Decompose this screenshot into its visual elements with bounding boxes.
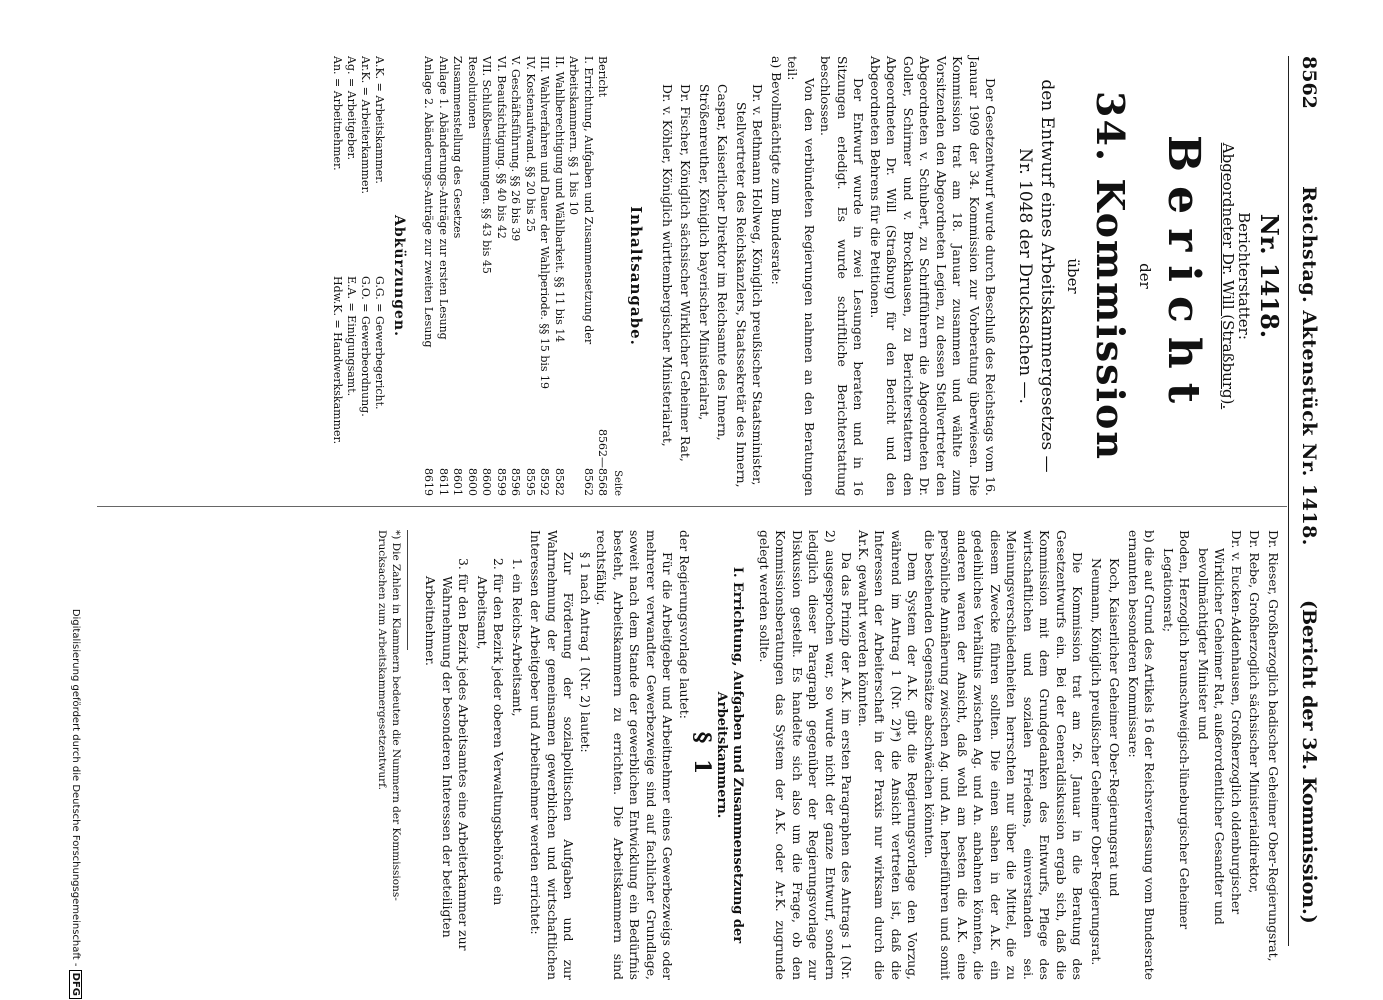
paragraph-7: Da das Prinzip der A.K. im ersten Paragraphen des Antrags 1 (Nr. 2) ausgesprochen war, so wurde nicht der ganze Entwurf, sondern lediglich dieser Paragraph gegenüber der Regierungsvorlage zur Diskussion gestellt. Es handelte sich also um die Frage, ob den Kommissionsberatungen das System der A.K. oder Ar.K. zugrunde gelegt werden sollte. [757, 530, 855, 980]
toc-label: II. Wahlberechtigung und Wählbarkeit. §§ 11 bis 14 [553, 56, 566, 343]
antrag-list [422, 558, 525, 980]
paragraph-3: Von den verbündeten Regierungen nahmen an den Beratungen teil: [785, 56, 817, 496]
list-item: Caspar, Kaiserlicher Direktor im Reichsamte des Innern, [715, 84, 731, 441]
list-item: Dr. Fischer, Königlich sächsischer Wirklicher Geheimer Rat, [678, 84, 694, 462]
page-header [1289, 0, 1325, 1000]
toc-page: 8619 [422, 468, 436, 496]
toc-label: I. Errichtung, Aufgaben und Zusammensetzung der Arbeitskammern. §§ 1 bis 10 [567, 56, 595, 345]
toc-row [450, 56, 465, 496]
toc-label: Bericht [596, 56, 610, 98]
bericht-title: Bericht [1158, 134, 1210, 418]
toc-page: 8600 [466, 468, 479, 496]
bevollmaechtigte-list [659, 84, 766, 496]
toc-page: 8562 [582, 468, 595, 496]
list-item: Dr. v. Bethmann Hollweg, Königlich preußischer Staatsminister, Stellvertreter des Reichskanzlers, Staatssekretär des Innern, [734, 84, 766, 488]
table-of-contents [421, 56, 624, 496]
kommission-title: 34. Kommission [1088, 91, 1133, 461]
toc-label: Zusammenstellung des Gesetzes [451, 56, 465, 239]
header-rule [1288, 56, 1289, 946]
paragraph-11: Zur Förderung der sozialpolitischen Aufgaben und zur Wahrnehmung der gemeinsamen gewerblichen und wirtschaftlichen Interessen der Arbeitgeber und Arbeitnehmer werden errichtet: [528, 530, 577, 980]
abbreviation-item: G.O. = Gewerbeordnung. [359, 276, 373, 417]
kommissare-list [1088, 558, 1123, 980]
toc-page: 8562—8568 [596, 429, 610, 496]
toc-row [523, 56, 538, 496]
column-divider [97, 506, 1287, 507]
toc-page: 8582 [553, 468, 566, 496]
list-item: 2. für den Bezirk jeder oberen Verwaltungsbehörde ein Arbeitsamt, [475, 558, 507, 906]
subject-line-1: den Entwurf eines Arbeitskammergesetzes — [1037, 79, 1058, 473]
footnote: *) Die Zahlen in Klammern bedeuten die Nummern der Kommissions-Drucksachen zum Arbeitskammergesetzentwurf. [376, 530, 402, 901]
abbreviations-col-2 [331, 276, 387, 496]
toc-row [421, 56, 436, 496]
list-item: 3. für den Bezirk jedes Arbeitsamtes eine Arbeiterkammer zur Wahrnehmung der besonderen Interessen der beteiligten Arbeitnehmer. [423, 558, 472, 951]
paragraph-10: § 1 nach Antrag 1 (Nr. 2) lautet: [578, 552, 593, 753]
toc-page: 8596 [509, 468, 523, 496]
list-item: Boden, Herzoglich braunschweigisch-lüneburgischer Geheimer Legationsrat; [1161, 530, 1193, 930]
dfg-logo: DFG [69, 970, 82, 999]
section-title: I. Errichtung, Aufgaben und Zusammensetzung der Arbeitskammern. [714, 566, 746, 944]
left-column [331, 56, 1284, 496]
paragraph-4: a) Bevollmächtigte zum Bundesrate: [769, 56, 784, 285]
subject-line-2: Nr. 1048 der Drucksachen —. [1015, 148, 1036, 404]
toc-label: VII. Schlußbestimmungen. §§ 43 bis 45 [480, 56, 494, 274]
toc-label: V. Geschäftsführung. §§ 26 bis 39 [509, 56, 523, 242]
berichterstatter-label: Berichterstatter: [1235, 212, 1254, 340]
toc-label: Anlage 1. Abänderungs-Anträge zur ersten Lesung [437, 56, 450, 340]
abbreviation-item: Ar.K. = Arbeiterkammer. [359, 56, 373, 195]
paragraph-6: Dem System der A.K. gibt die Regierungsvorlage den Vorzug, während im Antrag 1 (Nr. 2)*) die Ansicht vertreten ist, daß die Interessen der Arbeiterschaft in der Praxis nur wirksam durch die Ar.K. gewahrt werden könnten. [856, 530, 921, 980]
abbreviation-item: E.A. = Einigungsamt. [345, 276, 359, 397]
toc-seite-label: Seite [612, 470, 623, 496]
paragraph-2: Der Entwurf wurde in zwei Lesungen beraten und in 16 Sitzungen erledigt. Es wurde schriftliche Berichterstattung beschlossen. [818, 56, 867, 496]
ueber-label: über [1064, 258, 1082, 294]
list-item: Strößenreuther, Königlich bayerischer Ministerialrat, [697, 84, 712, 421]
paragraph-sign: § 1 [689, 731, 716, 779]
list-item: Dr. Rebe, Großherzoglich sächsischer Ministerialdirektor, [1247, 530, 1263, 894]
bevollmaechtigte-list-continued [1160, 530, 1282, 980]
toc-title: Inhaltsangabe. [627, 206, 646, 346]
toc-row [552, 56, 567, 496]
sidebar-text: Digitalisierung gefördert durch die Deutsche Forschungsgemeinschaft - [70, 608, 81, 967]
page-number: 8562 [1298, 56, 1320, 109]
list-item: Dr. v. Eucken-Addenhausen, Großherzoglich oldenburgischer Wirklicher Geheimer Rat, außerordentlicher Gesandter und bevollmächtigter Minister und [1196, 530, 1244, 925]
abbreviations-title: Abkürzungen. [391, 215, 407, 337]
sidebar-credit [67, 0, 84, 999]
toc-page: 8595 [524, 468, 537, 496]
right-column [375, 530, 1283, 980]
toc-label: IV. Kostenaufwand. §§ 20 bis 25 [524, 56, 537, 233]
toc-label: Resolutionen [466, 56, 479, 129]
toc-page: 8600 [480, 468, 494, 496]
der-label: der [1136, 263, 1155, 289]
list-item: Neumann, Königlich preußischer Geheimer Ober-Regierungsrat. [1089, 558, 1104, 966]
abbreviations-col-1 [331, 56, 387, 276]
toc-page: 8601 [451, 468, 465, 496]
toc-label: Anlage 2. Abänderungs-Anträge zur zweiten Lesung [422, 56, 436, 348]
toc-row [537, 56, 552, 496]
toc-row [508, 56, 523, 496]
abgeordneter-name: Abgeordneter Dr. Will (Straßburg). [1219, 142, 1237, 410]
toc-row [479, 56, 494, 496]
toc-page: 8592 [538, 468, 552, 496]
header-right: (Bericht der 34. Kommission.) [1298, 600, 1320, 924]
list-item: Koch, Kaiserlicher Geheimer Ober-Regierungsrat und [1107, 558, 1123, 897]
list-item: 1. ein Reichs-Arbeitsamt, [510, 558, 525, 717]
abbreviation-item: Ag. = Arbeitgeber. [345, 56, 359, 161]
abbreviations [331, 56, 387, 496]
paragraph-9: Für die Arbeitgeber und Arbeitnehmer eines Gewerbezweigs oder mehrerer verwandter Gewerbezweige sind auf fachlicher Grundlage, soweit nach dem Stande der gewerblichen Entwicklung ein Bedürfnis besteht, Arbeitskammern zu errichten. Die Arbeitskammern sind rechtsfähig. [594, 530, 676, 980]
abbreviation-item: G.G. = Gewerbegericht. [373, 276, 387, 410]
toc-label: III. Wahlverfahren und Dauer der Wahlperiode. §§ 15 bis 19 [538, 56, 552, 390]
toc-row [494, 56, 509, 496]
paragraph-b: b) die auf Grund des Artikels 16 der Reichsverfassung vom Bundesrate ernannten besonderen Kommissare: [1126, 530, 1158, 980]
footnote-rule [403, 530, 408, 650]
header-title: Reichstag. Aktenstück Nr. 1418. [1298, 186, 1320, 546]
toc-label: VI. Beaufsichtigung. §§ 40 bis 42 [495, 56, 508, 239]
paragraph-1: Der Gesetzentwurf wurde durch Beschluß des Reichstags vom 16. Januar 1909 der 34. Kommission zur Vorberatung überwiesen. Die Kommission trat am 18. Januar zusammen und wählte zum Vorsitzenden den Abgeordneten Legien, zu dessen Stellvertreter den Abgeordneten v. Schubert, zu Schriftführern die Abgeordneten Dr. Goller, Schirmer und v. Brockhausen, zu Berichterstattern den Abgeordneten Dr. Will (Straßburg) für den Bericht und den Abgeordneten Behrens für die Petitionen. [868, 56, 999, 496]
document-number: Nr. 1418. [1255, 213, 1284, 339]
abbreviation-item: Hdw.K. = Handwerkskammer. [331, 276, 345, 445]
toc-row [566, 56, 595, 496]
list-item: Dr. Rieser, Großherzoglich badischer Geheimer Ober-Regierungsrat, [1266, 530, 1281, 962]
abbreviation-item: A.K. = Arbeitskammer. [373, 56, 387, 184]
list-item: Dr. v. Köhler, Königlich württembergischer Ministerialrat, [660, 84, 675, 447]
toc-row [595, 56, 610, 496]
toc-row [465, 56, 480, 496]
abbreviation-item: An. = Arbeitnehmer. [331, 56, 345, 171]
paragraph-5: Die Kommission trat am 26. Januar in die Beratung des Gesetzentwurfs ein. Bei der Generaldiskussion ergab sich, daß die Kommission mit dem Grundgedanken des Entwurfs, Pflege des wirtschaftlichen und sozialen Friedens, einverstanden sei. Meinungsverschiedenheiten herrschten nur über die Mittel, die zu diesem Zwecke führen sollten. Die einen sahen in der A.K. ein gedeihliches Verhältnis zwischen Ag. und An. anbahnen könnten, die anderen waren der Ansicht, daß wohl am besten die A.K. eine persönliche Annäherung zwischen Ag. und An. herbeiführen und somit die bestehenden Gegensätze abschwächen könnten. [922, 530, 1086, 980]
paragraph-8: der Regierungsvorlage lautet: [677, 530, 692, 719]
toc-page: 8611 [437, 468, 450, 496]
toc-row [436, 56, 451, 496]
toc-page: 8599 [495, 468, 508, 496]
